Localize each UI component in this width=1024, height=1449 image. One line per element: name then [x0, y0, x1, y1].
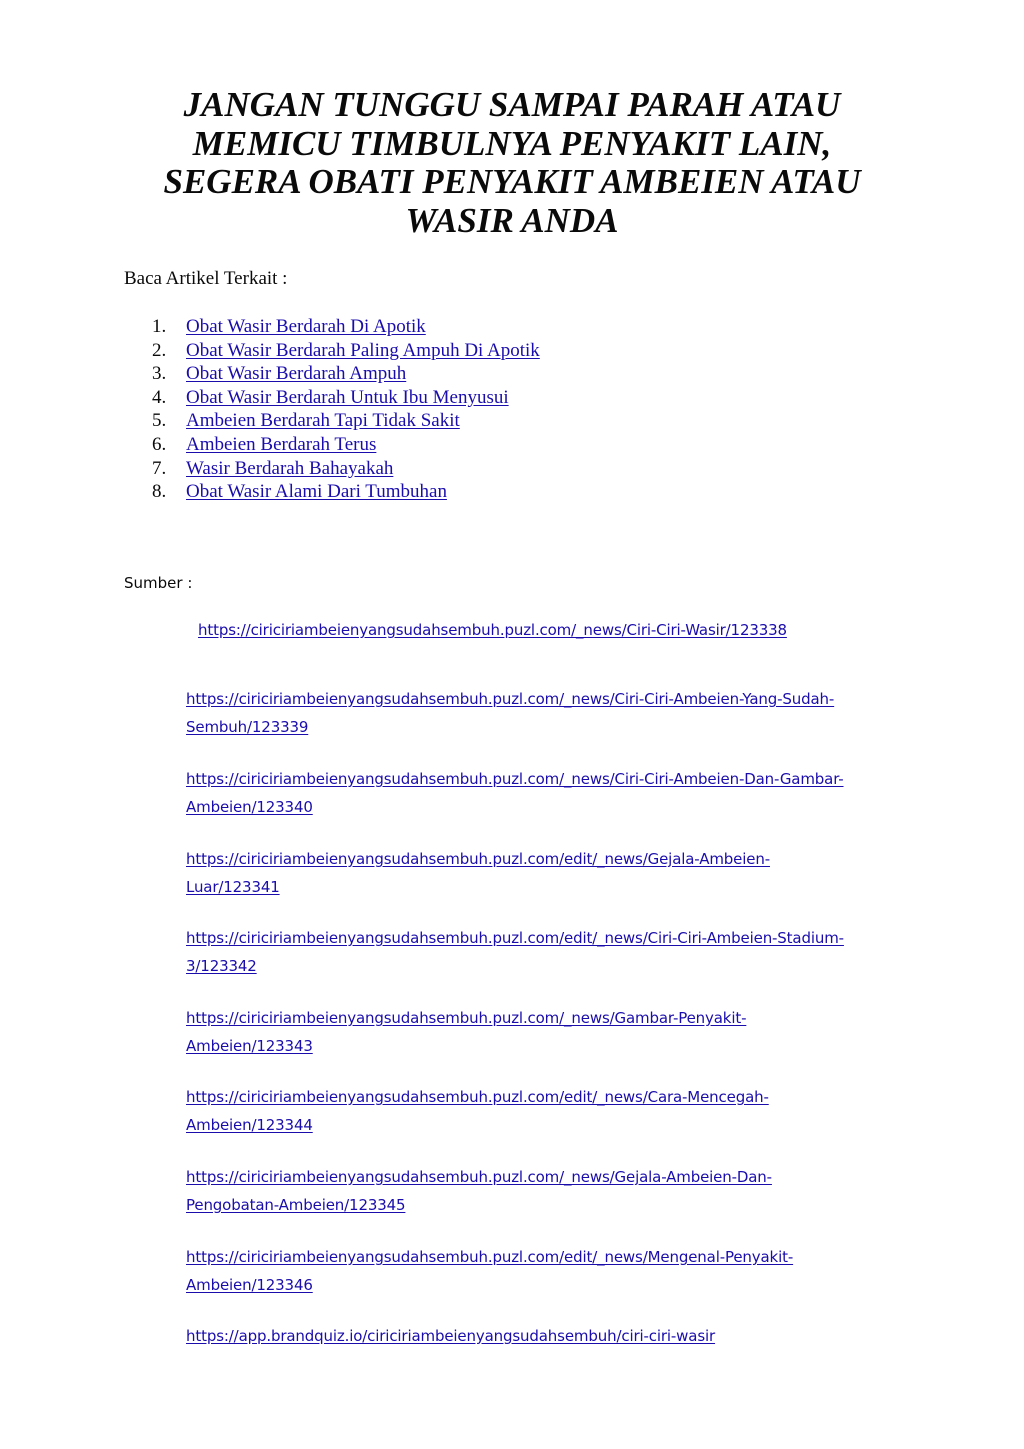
related-article-link[interactable]: Obat Wasir Berdarah Di Apotik	[186, 316, 426, 337]
source-link-text[interactable]: https://ciriciriambeienyangsudahsembuh.puzl.com/_news/Gejala-Ambeien-Dan-	[186, 1168, 772, 1186]
list-number: 3.	[152, 363, 167, 385]
source-link-text[interactable]: 3/123342	[186, 957, 257, 975]
list-number: 2.	[152, 339, 167, 361]
related-article-link[interactable]: Ambeien Berdarah Tapi Tidak Sakit	[186, 410, 460, 432]
source-link[interactable]	[198, 616, 918, 644]
source-link[interactable]	[186, 1243, 906, 1299]
source-link-text[interactable]: Ambeien/123340	[186, 798, 313, 816]
source-link-text[interactable]: https://ciriciriambeienyangsudahsembuh.puzl.com/edit/_news/Gejala-Ambeien-	[186, 850, 770, 868]
source-link[interactable]	[186, 1163, 906, 1219]
title-line: WASIR ANDA	[405, 200, 619, 240]
source-link-text[interactable]: Sembuh/123339	[186, 718, 309, 736]
list-number: 4.	[152, 386, 167, 408]
source-link-text[interactable]: Luar/123341	[186, 878, 280, 896]
source-link[interactable]	[186, 765, 906, 821]
list-number: 8.	[152, 481, 167, 503]
source-link[interactable]	[186, 924, 906, 980]
related-article-link[interactable]: Obat Wasir Berdarah Paling Ampuh Di Apotik	[186, 339, 540, 361]
related-article-link[interactable]: Obat Wasir Berdarah Untuk Ibu Menyusui	[186, 386, 509, 408]
source-link-text[interactable]: Pengobatan-Ambeien/123345	[186, 1196, 406, 1214]
title-line: SEGERA OBATI PENYAKIT AMBEIEN ATAU	[163, 162, 861, 201]
title-line: JANGAN TUNGGU SAMPAI PARAH ATAU	[183, 85, 841, 124]
list-number: 1.	[152, 316, 167, 337]
list-number: 6.	[152, 433, 167, 455]
list-number: 7.	[152, 457, 167, 479]
related-article-link[interactable]: Wasir Berdarah Bahayakah	[186, 457, 394, 479]
sources-label: Sumber :	[124, 574, 193, 592]
source-link-text[interactable]: Ambeien/123346	[186, 1276, 313, 1294]
source-link[interactable]	[186, 1322, 906, 1350]
source-link-text[interactable]: https://ciriciriambeienyangsudahsembuh.puzl.com/edit/_news/Cara-Mencegah-	[186, 1088, 769, 1106]
source-link[interactable]	[186, 845, 906, 901]
title-line: MEMICU TIMBULNYA PENYAKIT LAIN,	[192, 123, 832, 163]
list-number: 5.	[152, 410, 167, 432]
page-title	[124, 86, 900, 240]
source-link[interactable]	[186, 1004, 906, 1060]
source-link-text[interactable]: https://ciriciriambeienyangsudahsembuh.puzl.com/_news/Gambar-Penyakit-	[186, 1009, 747, 1027]
source-link-text[interactable]: https://ciriciriambeienyangsudahsembuh.puzl.com/_news/Ciri-Ciri-Ambeien-Yang-Sudah-	[186, 690, 835, 708]
source-link[interactable]	[186, 1083, 906, 1139]
related-article-link[interactable]: Obat Wasir Alami Dari Tumbuhan	[186, 481, 447, 503]
related-article-link[interactable]: Obat Wasir Berdarah Ampuh	[186, 363, 407, 385]
source-link[interactable]	[186, 685, 906, 741]
source-link-text[interactable]: https://ciriciriambeienyangsudahsembuh.puzl.com/edit/_news/Ciri-Ciri-Ambeien-Stadium-	[186, 929, 844, 947]
source-link-text[interactable]: Ambeien/123344	[186, 1116, 313, 1134]
source-link-text[interactable]: https://app.brandquiz.io/ciriciriambeienyangsudahsembuh/ciri-ciri-wasir	[186, 1327, 716, 1345]
source-link-text[interactable]: https://ciriciriambeienyangsudahsembuh.puzl.com/_news/Ciri-Ciri-Wasir/123338	[198, 621, 787, 639]
related-article-link[interactable]: Ambeien Berdarah Terus	[186, 433, 377, 455]
source-link-text[interactable]: https://ciriciriambeienyangsudahsembuh.puzl.com/_news/Ciri-Ciri-Ambeien-Dan-Gambar-	[186, 770, 844, 788]
related-articles-label: Baca Artikel Terkait :	[124, 268, 288, 289]
source-link-text[interactable]: https://ciriciriambeienyangsudahsembuh.puzl.com/edit/_news/Mengenal-Penyakit-	[186, 1248, 794, 1266]
source-link-text[interactable]: Ambeien/123343	[186, 1037, 313, 1055]
